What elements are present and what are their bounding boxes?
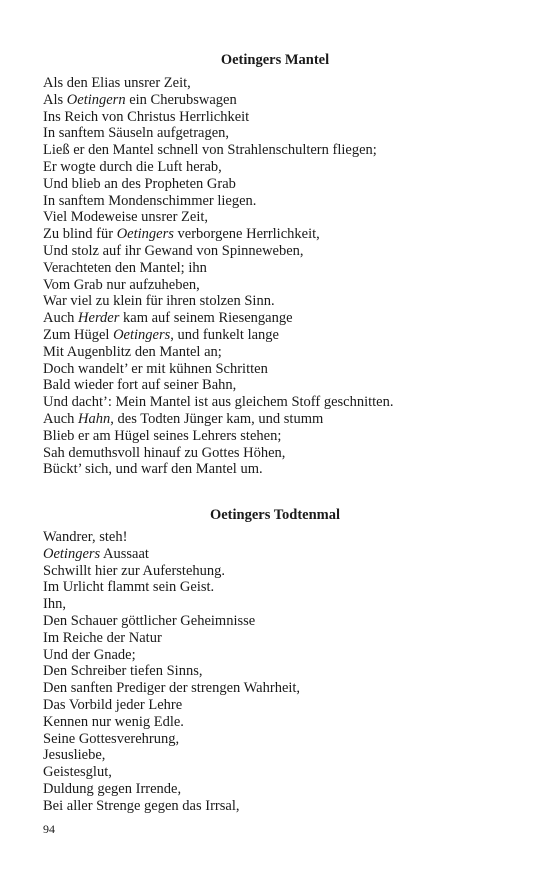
line-text: Jesusliebe, (43, 747, 106, 764)
poem-body (43, 75, 533, 478)
poem-line (43, 193, 533, 210)
poem-line (43, 714, 533, 731)
line-text: Als (43, 91, 67, 108)
poem-line (43, 764, 533, 781)
poem-line (43, 680, 533, 697)
line-text: In sanftem Mondenschimmer liegen. (43, 192, 257, 209)
poem-line (43, 563, 533, 580)
line-text: Mit Augenblitz den Mantel an; (43, 343, 222, 360)
line-text: Zu blind für (43, 226, 117, 243)
poem-line (43, 731, 533, 748)
poem-body (43, 529, 533, 815)
line-text: verborgene Herrlichkeit, (173, 226, 320, 243)
line-text: Sah demuthsvoll hinauf zu Gottes Höhen, (43, 444, 286, 461)
line-text: Schwillt hier zur Auferstehung. (43, 562, 226, 579)
line-text: Das Vorbild jeder Lehre (43, 696, 183, 713)
poem-line (43, 579, 533, 596)
line-text: Aussaat (100, 545, 149, 562)
italic-name: Oetingers (116, 226, 174, 243)
italic-name: Oetingers (113, 326, 171, 343)
line-text: Und stolz auf ihr Gewand von Spinneweben, (43, 242, 304, 259)
poem-line (43, 411, 533, 428)
line-text: Den Schreiber tiefen Sinns, (43, 663, 203, 680)
line-text: Bei aller Strenge gegen das Irrsal, (43, 797, 240, 814)
poem-line (43, 361, 533, 378)
poem-line (43, 461, 533, 478)
poem-line (43, 781, 533, 798)
poem-line (43, 226, 533, 243)
poem-line (43, 260, 533, 277)
poem-line (43, 176, 533, 193)
line-text: Bückt’ sich, und warf den Mantel um. (43, 461, 263, 478)
poem-line (43, 75, 533, 92)
poem-line (43, 428, 533, 445)
line-text: Vom Grab nur aufzuheben, (43, 276, 200, 293)
line-text: Im Urlicht flammt sein Geist. (43, 579, 215, 596)
line-text: Den Schauer göttlicher Geheimnisse (43, 612, 256, 629)
poem-line (43, 394, 533, 411)
poem-line (43, 697, 533, 714)
line-text: Ins Reich von Christus Herrlichkeit (43, 108, 250, 125)
poem-line (43, 613, 533, 630)
italic-name: Hahn (78, 410, 111, 427)
poem-line (43, 310, 533, 327)
poem-line (43, 546, 533, 563)
line-text: , und funkelt lange (170, 326, 279, 343)
line-text: Und der Gnade; (43, 646, 136, 663)
line-text: Ließ er den Mantel schnell von Strahlenschultern fliegen; (43, 142, 377, 159)
italic-name: Oetingers (43, 545, 101, 562)
poem-line (43, 663, 533, 680)
line-text: Und dacht’: Mein Mantel ist aus gleichem Stoff geschnitten. (43, 394, 394, 411)
poem-line (43, 344, 533, 361)
line-text: Seine Gottesverehrung, (43, 730, 180, 747)
line-text: In sanftem Säuseln aufgetragen, (43, 125, 230, 142)
line-text: Blieb er am Hügel seines Lehrers stehen; (43, 427, 282, 444)
line-text: Bald wieder fort auf seiner Bahn, (43, 377, 237, 394)
line-text: Zum Hügel (43, 326, 114, 343)
line-text: Im Reiche der Natur (43, 629, 162, 646)
line-text: Wandrer, steh! (43, 529, 128, 545)
poem-line (43, 327, 533, 344)
line-text: Ihn, (43, 596, 66, 613)
line-text: Als den Elias unsrer Zeit, (43, 75, 191, 91)
italic-name: Oetingern (66, 91, 126, 108)
poem-line (43, 125, 533, 142)
line-text: War viel zu klein für ihren stolzen Sinn. (43, 293, 275, 310)
line-text: Geistesglut, (43, 764, 112, 781)
line-text: Verachteten den Mantel; ihn (43, 259, 207, 276)
poem-line (43, 293, 533, 310)
poem-title: Oetingers Mantel (220, 52, 330, 68)
poem-line (43, 92, 533, 109)
line-text: Er wogte durch die Luft herab, (43, 158, 222, 175)
poem-line (43, 445, 533, 462)
poem-line (43, 798, 533, 815)
poem-line (43, 596, 533, 613)
poem-title: Oetingers Todtenmal (209, 507, 341, 523)
poem-line (43, 647, 533, 664)
line-text: Doch wandelt’ er mit kühnen Schritten (43, 360, 268, 377)
poem-line (43, 630, 533, 647)
poem-line (43, 747, 533, 764)
poem-line (43, 159, 533, 176)
poem-line (43, 529, 533, 546)
poem-line (43, 142, 533, 159)
line-text: ein Cherubswagen (125, 91, 237, 108)
line-text: kam auf seinem Riesengange (119, 310, 293, 327)
line-text: Auch (43, 310, 79, 327)
line-text: Den sanften Prediger der strengen Wahrheit, (43, 680, 301, 697)
line-text: Kennen nur wenig Edle. (43, 713, 184, 730)
italic-name: Herder (78, 310, 120, 327)
poem-line (43, 209, 533, 226)
line-text: Viel Modeweise unsrer Zeit, (43, 209, 209, 226)
line-text: Auch (43, 410, 79, 427)
poem-line (43, 109, 533, 126)
line-text: Duldung gegen Irrende, (43, 780, 182, 797)
line-text: Und blieb an des Propheten Grab (43, 175, 236, 192)
page-number: 94 (43, 822, 55, 836)
poem-line (43, 377, 533, 394)
poem-line (43, 277, 533, 294)
line-text: , des Todten Jünger kam, und stumm (110, 410, 324, 427)
poem-line (43, 243, 533, 260)
